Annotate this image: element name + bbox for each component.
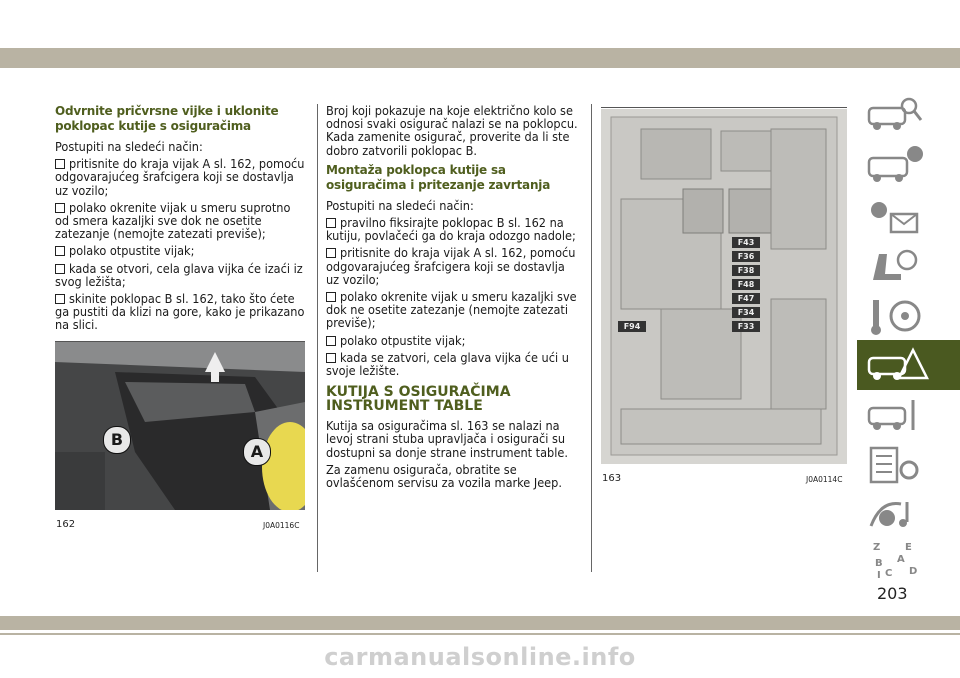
fuse-cover-illustration xyxy=(55,342,305,510)
bullet-text: pritisnite do kraja vijak A sl. 162, pomoću odgovarajućeg šrafcigera koji se dostavlja uz vozilo; xyxy=(55,156,305,198)
fusebox-illustration xyxy=(601,109,847,464)
checkbox-bullet-icon xyxy=(326,248,336,258)
fuse-label: F94 xyxy=(618,321,646,332)
fuse-label: F47 xyxy=(732,293,760,304)
footer-band xyxy=(0,616,960,630)
bullet-text: polako otpustite vijak; xyxy=(69,243,195,259)
bullet-item xyxy=(55,157,307,197)
section-title-line-2: INSTRUMENT TABLE xyxy=(326,398,483,415)
intro-text: Postupiti na sledeći način: xyxy=(55,139,203,154)
bullet-item xyxy=(326,216,581,242)
paragraph: Kutija sa osiguračima sl. 163 se nalazi na levoj strani stuba upravljača i osigurači su dostupni sa donje strane instrument table. xyxy=(326,418,568,460)
fuse-label: F43 xyxy=(732,237,760,248)
index-icon[interactable] xyxy=(857,540,960,590)
section-heading-mount: Montaža poklopca kutije sa osiguračima i pritezanje zavrtanja xyxy=(326,162,551,192)
bullet-item xyxy=(55,201,307,241)
list-gears-icon[interactable] xyxy=(857,440,960,490)
bullet-text: pritisnite do kraja vijak A sl. 162, pomoću odgovarajućeg šrafcigera koji se dostavlja uz vozilo; xyxy=(326,245,576,287)
bullet-item xyxy=(326,246,581,286)
bullet-item xyxy=(326,351,581,377)
column-middle xyxy=(326,104,581,493)
section-heading-remove: Odvrnite pričvrsne vijke i uklonite poklopac kutije s osiguračima xyxy=(55,104,279,133)
checkbox-bullet-icon xyxy=(326,353,336,363)
fuse-label: F33 xyxy=(732,321,760,332)
figure-162-code: J0A0116C xyxy=(263,521,300,530)
bullet-item xyxy=(326,290,581,330)
lights-message-icon[interactable] xyxy=(857,190,960,240)
fuse-label: F34 xyxy=(732,307,760,318)
checkbox-bullet-icon xyxy=(326,218,336,228)
figure-163-code: J0A0114C xyxy=(806,475,843,484)
column-divider-left xyxy=(317,104,318,572)
column-divider-right xyxy=(591,104,592,572)
checkbox-bullet-icon xyxy=(55,246,65,256)
seat-airbag-icon[interactable] xyxy=(857,240,960,290)
car-search-icon[interactable] xyxy=(857,90,960,140)
page-number: 203 xyxy=(877,584,908,603)
bullet-text: polako okrenite vijak u smeru kazaljki sve dok ne osetite zatezanje (nemojte zatezati previše); xyxy=(326,289,577,331)
intro-text: Postupiti na sledeći način: xyxy=(326,197,474,213)
bullet-item xyxy=(55,292,307,332)
footer-rule xyxy=(0,633,960,635)
car-warning-icon[interactable] xyxy=(857,340,960,390)
fuse-label: F38 xyxy=(732,265,760,276)
fuse-label: F48 xyxy=(732,279,760,290)
checkbox-bullet-icon xyxy=(326,292,336,302)
bullet-item xyxy=(326,334,581,347)
figure-top-rule xyxy=(601,107,847,108)
section-title-line-1: KUTIJA S OSIGURAČIMA xyxy=(326,384,511,401)
fuse-label: F36 xyxy=(732,251,760,262)
index-letters: Z E A B C I D xyxy=(873,542,918,581)
paragraph: Broj koji pokazuje na koje električno kolo se odnosi svaki osigurač nalazi se na poklopcu. Kada zamenite osigurač, proverite da li ste dobro zatvorili poklopac B. xyxy=(326,103,578,158)
column-left xyxy=(55,104,307,336)
key-steering-icon[interactable] xyxy=(857,290,960,340)
checkbox-bullet-icon xyxy=(55,294,65,304)
bullet-text: kada se zatvori, cela glava vijka će ući u svoje ležište. xyxy=(326,349,569,379)
bullet-text: skinite poklopac B sl. 162, tako što ćete ga pustiti da klizi na gore, kako je prikazano na slici. xyxy=(55,291,305,333)
watermark-text: carmanualsonline.info xyxy=(324,643,636,671)
header-bar xyxy=(0,0,960,72)
car-info-icon[interactable] xyxy=(857,140,960,190)
bullet-item xyxy=(55,262,307,288)
callout-b: B xyxy=(103,426,131,454)
car-tools-icon[interactable] xyxy=(857,390,960,440)
bullet-text: kada se otvori, cela glava vijka će izaći iz svog ležišta; xyxy=(55,260,303,289)
section-title xyxy=(326,385,581,413)
figure-163-number: 163 xyxy=(602,473,622,484)
chapter-nav-sidebar xyxy=(857,85,960,585)
figure-162-photo xyxy=(55,342,305,510)
bullet-text: polako okrenite vijak u smeru suprotno od smera kazaljki sve dok ne osetite zatezanje (nemojte zatezati previše); xyxy=(55,199,291,242)
header-band xyxy=(0,48,960,68)
figure-162-number: 162 xyxy=(56,519,76,530)
bullet-text: polako otpustite vijak; xyxy=(340,332,466,348)
checkbox-bullet-icon xyxy=(326,336,336,346)
checkbox-bullet-icon xyxy=(55,264,65,274)
figure-163-fusebox xyxy=(601,109,847,464)
callout-a: A xyxy=(243,438,271,466)
media-icon[interactable] xyxy=(857,490,960,540)
paragraph: Za zamenu osigurača, obratite se ovlašćenom servisu za vozila marke Jeep. xyxy=(326,461,562,491)
bullet-item xyxy=(55,244,307,257)
bullet-text: pravilno fiksirajte poklopac B sl. 162 na kutiju, povlačeći ga do kraja odozgo nadole; xyxy=(326,215,576,244)
checkbox-bullet-icon xyxy=(55,159,65,169)
checkbox-bullet-icon xyxy=(55,203,65,213)
